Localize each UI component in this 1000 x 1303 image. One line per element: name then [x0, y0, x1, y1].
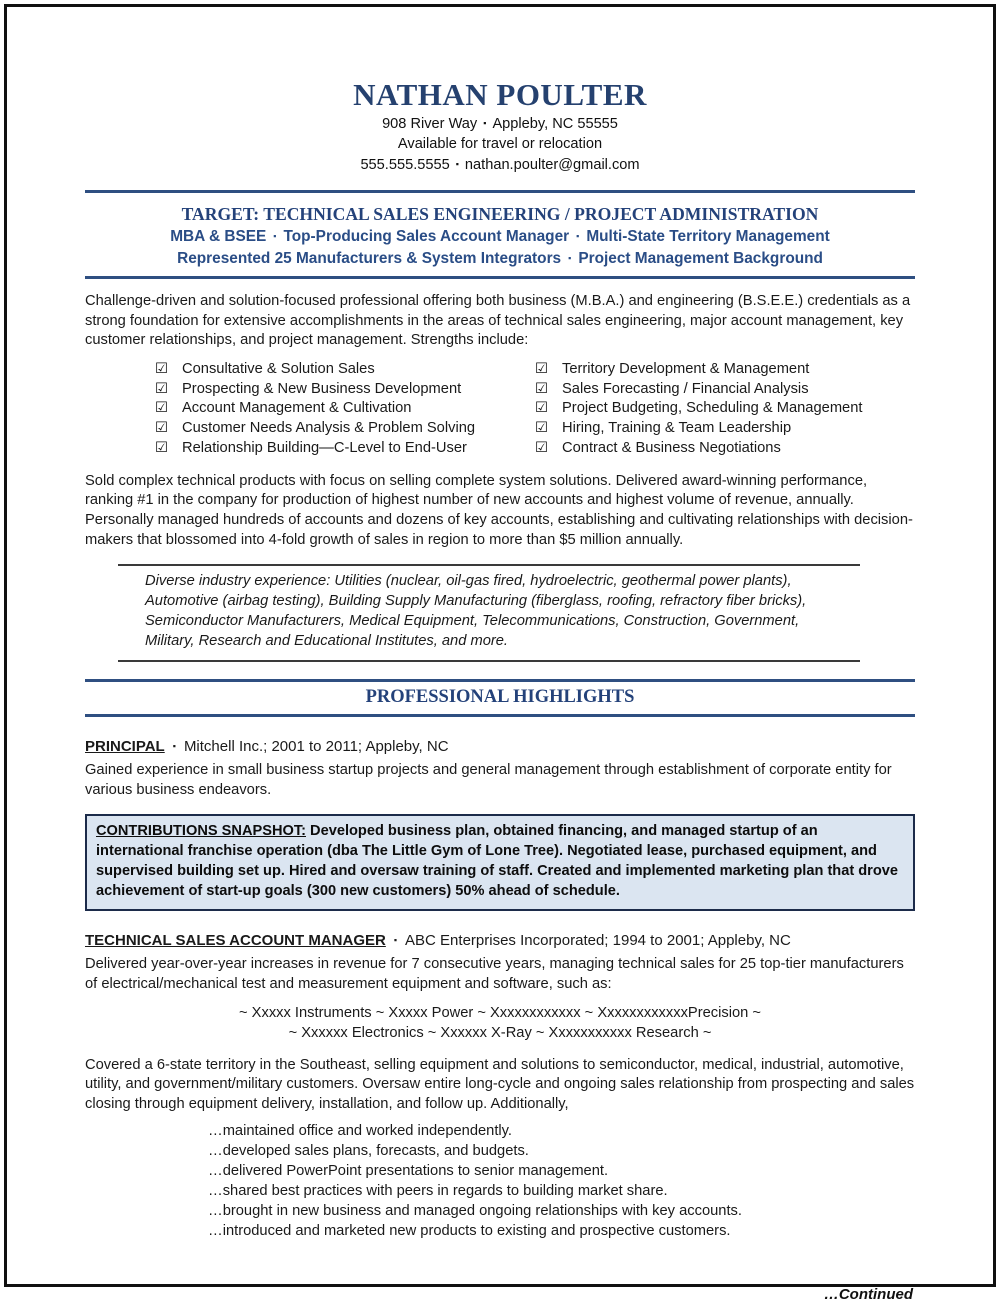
summary-paragraph: Challenge-driven and solution-focused professional offering both business (M.B.A.) and engineering (B.S.E.E.) credentials as a strong foundation for extensive accomplishments in the areas of technical sales engineering, major account management, key customer relationships, and project management. Strengths include:	[85, 293, 911, 349]
strength-label: Contract & Business Negotiations	[562, 439, 781, 456]
availability-line: Available for travel or relocation	[397, 136, 603, 152]
square-bullet-icon: ▪	[393, 935, 398, 946]
activity-item: …introduced and marketed new products to existing and prospective customers.	[208, 1222, 731, 1239]
target-subtitle-1	[85, 226, 915, 248]
square-bullet-icon: ▪	[172, 741, 176, 752]
job-heading	[85, 930, 915, 951]
strength-item	[535, 439, 915, 459]
target-section	[85, 202, 915, 269]
job-title: PRINCIPAL	[85, 738, 165, 756]
job-tsam	[85, 930, 915, 1241]
strength-item	[155, 419, 535, 439]
job-company-dates: ABC Enterprises Incorporated; 1994 to 2001; Appleby, NC	[405, 932, 791, 950]
strength-label: Customer Needs Analysis & Problem Solving	[182, 420, 476, 437]
checked-checkbox-icon: ☑	[155, 380, 168, 397]
job-heading	[85, 736, 915, 757]
target-role: Top-Producing Sales Account Manager	[283, 228, 570, 245]
industry-experience-box: Diverse industry experience: Utilities (nuclear, oil-gas fired, hydroelectric, geothermal power plants), Automotive (airbag testing), Building Supply Manufacturing (fiberglass, roofing, refractory fiber bricks), Semiconductor Manufacturers, Medical Equipment, Telecommunications, Construction, Government, Military, Research and Educational Institutes, and more.	[118, 564, 860, 662]
phone-email-line	[85, 154, 915, 175]
target-skill: Multi-State Territory Management	[586, 228, 830, 245]
activity-item: …developed sales plans, forecasts, and budgets.	[208, 1143, 529, 1160]
snapshot-label: CONTRIBUTIONS SNAPSHOT:	[96, 822, 306, 839]
strength-item	[535, 419, 915, 439]
checked-checkbox-icon: ☑	[155, 360, 168, 377]
strengths-list	[155, 360, 915, 459]
territory-paragraph: Covered a 6-state territory in the Southeast, selling equipment and solutions to semiconductor, medical, industrial, automotive, utility, and government/military customers. Oversaw entire long-cycle and ongoing sales relationship from prospecting and sales closing through equipment delivery, installation, and follow up. Additionally,	[85, 1056, 915, 1112]
strength-item	[155, 380, 535, 400]
vendors-line-1: ~ Xxxxx Instruments ~ Xxxxx Power ~ Xxxxxxxxxxxx ~ XxxxxxxxxxxxPrecision ~	[239, 1004, 761, 1021]
checked-checkbox-icon: ☑	[535, 360, 548, 377]
job-principal	[85, 736, 915, 911]
checked-checkbox-icon: ☑	[155, 439, 168, 456]
strength-label: Consultative & Solution Sales	[182, 360, 375, 377]
strength-label: Prospecting & New Business Development	[182, 380, 462, 397]
job-description: Delivered year-over-year increases in revenue for 7 consecutive years, managing technical sales for 25 top-tier manufacturers of electrical/mechanical test and measurement equipment and software, such as:	[85, 956, 904, 992]
job-company-dates: Mitchell Inc.; 2001 to 2011; Appleby, NC	[183, 738, 449, 756]
header	[85, 77, 915, 175]
target-title: TARGET: TECHNICAL SALES ENGINEERING / PROJECT ADMINISTRATION	[181, 204, 819, 224]
strength-item	[155, 399, 535, 419]
snapshot-text: Developed business plan, obtained financing, and managed startup of an international franchise operation (dba The Little Gym of Lone Tree). Negotiated lease, purchased equipment, and supervised building set up. Hired and oversaw training of staff. Created and implemented marketing plan that drove achievement of start-up goals (300 new customers) 50% ahead of schedule.	[96, 822, 898, 900]
divider-rule-top	[85, 190, 915, 193]
strength-label: Territory Development & Management	[562, 360, 810, 377]
activity-item: …brought in new business and managed ongoing relationships with key accounts.	[208, 1202, 742, 1219]
vendors-line-2: ~ Xxxxxx Electronics ~ Xxxxxx X-Ray ~ Xxxxxxxxxxx Research ~	[288, 1024, 712, 1041]
square-bullet-icon: ▪	[483, 118, 487, 128]
contributions-snapshot-box	[85, 814, 915, 912]
person-name: NATHAN POULTER	[353, 77, 647, 112]
activities-list	[208, 1122, 915, 1241]
section-title: PROFESSIONAL HIGHLIGHTS	[365, 687, 635, 708]
strength-label: Hiring, Training & Team Leadership	[562, 420, 792, 437]
address-line	[85, 113, 915, 134]
target-background: Project Management Background	[578, 249, 823, 267]
job-title: TECHNICAL SALES ACCOUNT MANAGER	[85, 932, 386, 950]
strength-label: Relationship Building—C-Level to End-User	[182, 439, 467, 456]
resume-content	[7, 7, 993, 1303]
strength-label: Account Management & Cultivation	[182, 400, 412, 417]
strength-item	[155, 439, 535, 459]
strength-item	[535, 360, 915, 380]
square-bullet-icon: ▪	[273, 231, 277, 241]
street-address: 908 River Way	[382, 116, 478, 132]
strength-item	[535, 380, 915, 400]
square-bullet-icon: ▪	[576, 231, 580, 241]
strength-label: Project Budgeting, Scheduling & Management	[562, 400, 863, 417]
job-description: Gained experience in small business startup projects and general management through establishment of corporate entity for various business endeavors.	[85, 762, 892, 798]
activity-item: …delivered PowerPoint presentations to senior management.	[208, 1163, 609, 1180]
professional-highlights-banner	[85, 679, 915, 717]
banner-rule-bottom	[85, 714, 915, 717]
activity-item: …maintained office and worked independently.	[208, 1123, 513, 1140]
square-bullet-icon: ▪	[455, 159, 459, 169]
target-credential: MBA & BSEE	[170, 228, 267, 245]
strength-item	[155, 360, 535, 380]
resume-page	[4, 4, 996, 1303]
activity-item: …shared best practices with peers in regards to building market share.	[208, 1183, 668, 1200]
checked-checkbox-icon: ☑	[155, 420, 168, 437]
target-subtitle-2	[85, 248, 915, 270]
checked-checkbox-icon: ☑	[535, 400, 548, 417]
target-experience: Represented 25 Manufacturers & System Integrators	[177, 249, 562, 267]
performance-paragraph: Sold complex technical products with focus on selling complete system solutions. Delivered award-winning performance, ranking #1 in the company for production of highest number of new accounts and highest volume of revenue, annually. Personally managed hundreds of accounts and dozens of key accounts, establishing and cultivating relationships with decision-makers that blossomed into 4-fold growth of sales in region to more than $5 million annually.	[85, 472, 913, 548]
strength-item	[535, 399, 915, 419]
email-address: nathan.poulter@gmail.com	[464, 157, 640, 173]
checked-checkbox-icon: ☑	[155, 400, 168, 417]
strength-label: Sales Forecasting / Financial Analysis	[562, 380, 809, 397]
city-state-zip: Appleby, NC 55555	[492, 116, 618, 132]
checked-checkbox-icon: ☑	[535, 439, 548, 456]
checked-checkbox-icon: ☑	[535, 380, 548, 397]
continued-marker: …Continued	[823, 1285, 913, 1303]
checked-checkbox-icon: ☑	[535, 420, 548, 437]
square-bullet-icon: ▪	[568, 252, 572, 263]
phone-number: 555.555.5555	[360, 157, 450, 173]
divider-rule	[85, 276, 915, 279]
